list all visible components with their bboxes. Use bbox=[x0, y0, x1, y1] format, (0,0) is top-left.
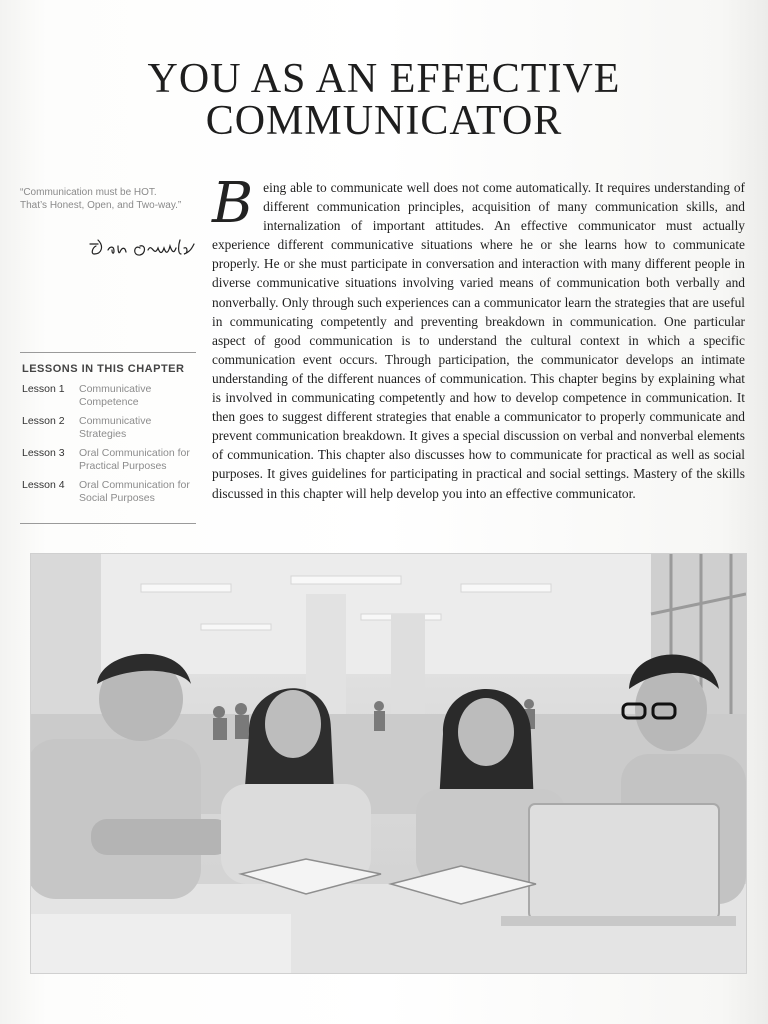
lesson-name: Oral Communication for Social Purposes bbox=[79, 479, 190, 504]
chapter-intro-paragraph bbox=[212, 171, 745, 503]
lesson-number: Lesson 3 bbox=[22, 447, 65, 459]
lessons-heading: LESSONS IN THIS CHAPTER bbox=[22, 363, 185, 375]
chapter-title-line-1: YOU AS AN EFFECTIVE bbox=[147, 56, 621, 102]
chapter-title bbox=[0, 58, 768, 142]
lesson-item bbox=[20, 479, 196, 505]
chapter-title-line-2: COMMUNICATOR bbox=[205, 98, 563, 144]
drop-cap: B bbox=[212, 171, 254, 236]
lesson-name: Communicative Competence bbox=[79, 383, 152, 408]
lesson-number: Lesson 1 bbox=[22, 383, 65, 395]
lesson-name: Communicative Strategies bbox=[79, 415, 152, 440]
lesson-item bbox=[20, 383, 196, 409]
lesson-item bbox=[20, 415, 196, 441]
signature-attribution bbox=[88, 236, 198, 262]
lesson-name: Oral Communication for Practical Purposes bbox=[79, 447, 190, 472]
epigraph-quote: “Communication must be HOT. That’s Honest, Open, and Two-way.” bbox=[20, 187, 182, 211]
lesson-number: Lesson 4 bbox=[22, 479, 65, 491]
intro-text: eing able to communicate well does not come automatically. It requires understanding of different communication principles, acquisition of many communication skills, and internalization of important attitudes. An effective communicator must actually experience different communicative situations where he or she learns how to communicate properly. He or she must participate in conversation and interaction with many different people in diverse communicative situations involving varied means of communication both verbally and nonverbally. Only through such experiences can a communicator learn the strategies that are useful in communicating competently and preventing breakdown in communication. One particular aspect of good communication is to understand the cultural context in which a specific communication event occurs. Through participation, the communicator develops an intimate understanding of the different nuances of communication. This chapter begins by explaining what is involved in communicating competently and how to develop competence in communication. It then goes to suggest different strategies that enable a communicator to properly communicate and prevent communication breakdown. It gives a special discussion on verbal and nonverbal elements of communication. This chapter also discusses how to communicate for practical as well as social purposes. It gives guidelines for participating in practical and social settings. Mastery of the skills discussed in this chapter will help develop you into an effective communicator. bbox=[212, 180, 745, 501]
lessons-box bbox=[20, 352, 196, 524]
students-studying-illustration bbox=[31, 554, 746, 973]
lesson-number: Lesson 2 bbox=[22, 415, 65, 427]
lesson-item bbox=[20, 447, 196, 473]
students-photo bbox=[30, 553, 747, 974]
